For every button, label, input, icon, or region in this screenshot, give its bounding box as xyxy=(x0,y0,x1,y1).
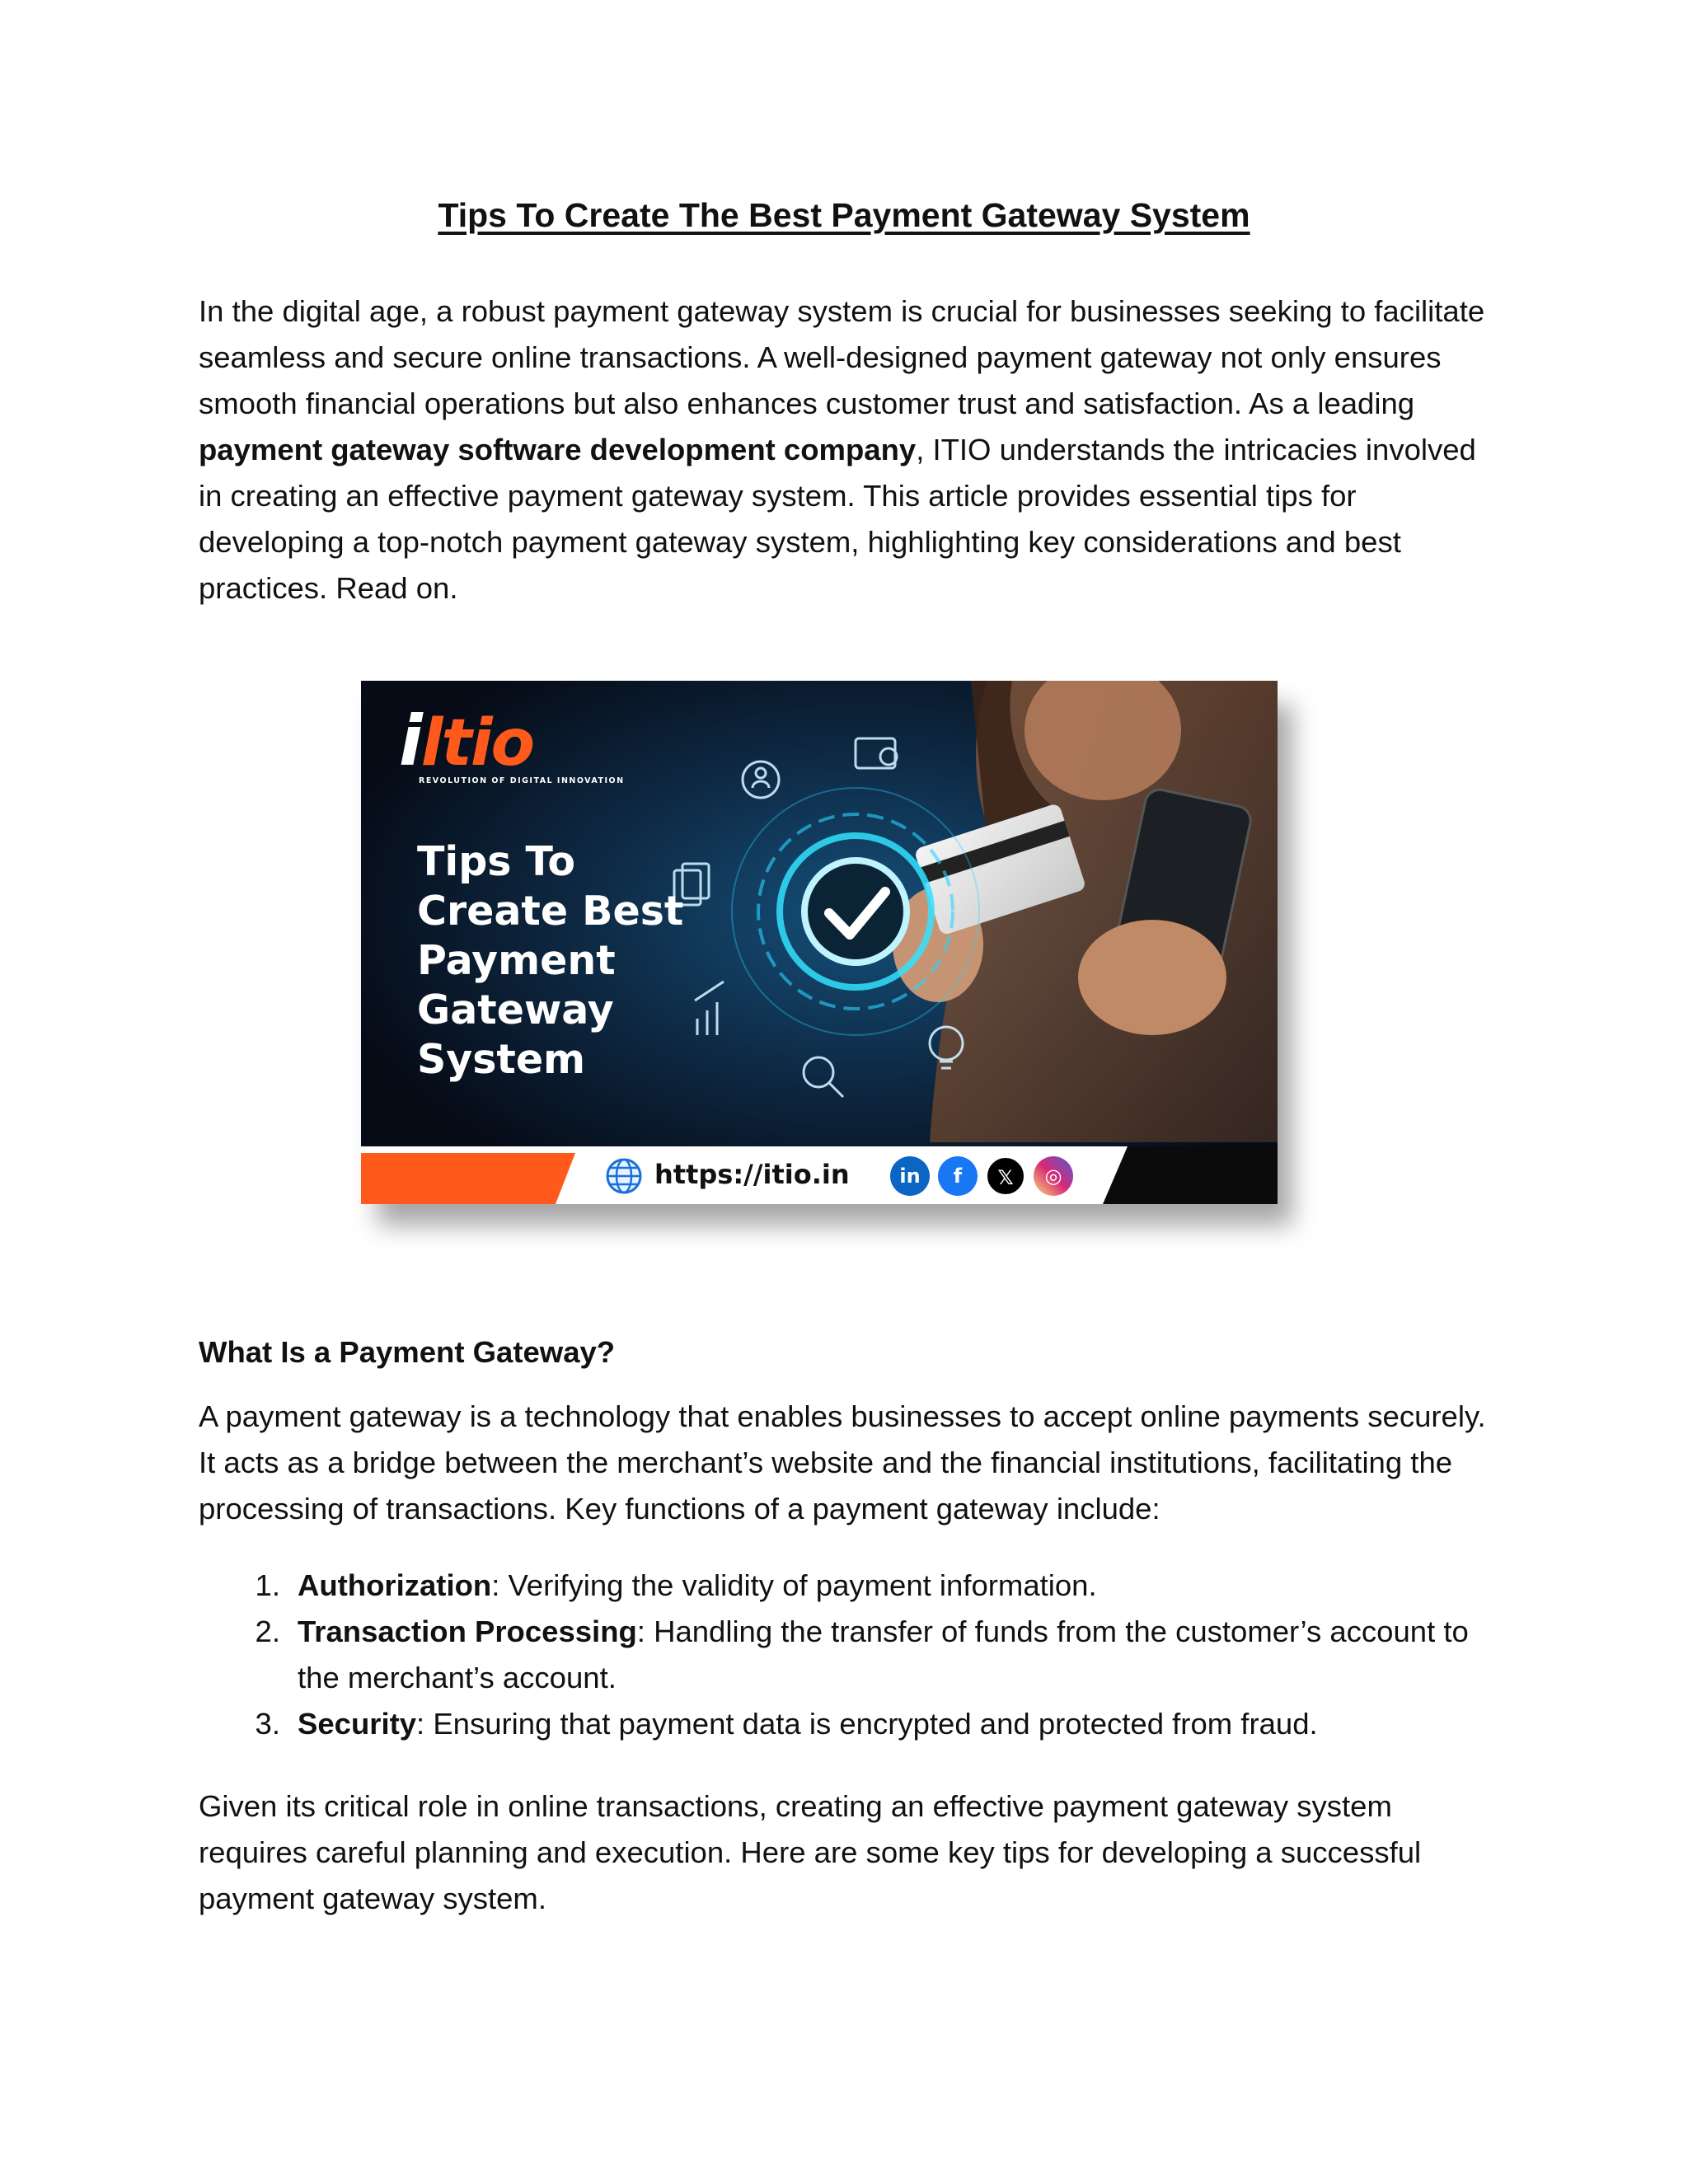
list-term: Security xyxy=(298,1707,417,1741)
intro-text-2: , ITIO understands the intricacies involved in creating an effective payment gateway system. This article provides essential tips for developing a top-notch payment gateway system, highlighting key considerations and best practices. Read on. xyxy=(199,433,1476,605)
list-term: Authorization xyxy=(298,1568,492,1602)
globe-icon xyxy=(605,1157,643,1195)
itio-logo: iltio xyxy=(399,701,534,781)
definition-paragraph: A payment gateway is a technology that enables businesses to accept online payments securely. It acts as a bridge between the merchant’s website and the financial institutions, facilitating the processing of transactions. Key functions of a payment gateway include: xyxy=(199,1399,1486,1526)
facebook-icon: f xyxy=(938,1156,978,1196)
intro-paragraph xyxy=(199,288,1501,612)
list-number: 1. xyxy=(255,1568,280,1602)
list-desc: : Handling the transfer of funds from the customer’s account to the merchant’s account. xyxy=(298,1615,1469,1694)
banner-image xyxy=(361,681,1278,1204)
section-heading: What Is a Payment Gateway? xyxy=(199,1335,616,1369)
hand-right xyxy=(1078,920,1226,1035)
list-item xyxy=(199,1609,1501,1701)
list-desc: : Verifying the validity of payment information. xyxy=(491,1568,1097,1602)
intro-text-1: In the digital age, a robust payment gateway system is crucial for businesses seeking to facilitate seamless and secure online transactions. A well-designed payment gateway not only ensures smooth financial operations but also enhances customer trust and satisfaction. As a leading xyxy=(199,294,1485,420)
list-item xyxy=(199,1563,1501,1609)
list-number: 2. xyxy=(255,1615,280,1648)
x-icon: 𝕏 xyxy=(986,1156,1025,1196)
functions-list xyxy=(199,1563,1501,1747)
banner-url: https://itio.in xyxy=(654,1159,850,1190)
list-number: 3. xyxy=(255,1707,280,1741)
banner-headline-line: Create Best xyxy=(417,888,684,935)
linkedin-icon: in xyxy=(890,1156,930,1196)
document-title: Tips To Create The Best Payment Gateway System xyxy=(438,196,1250,234)
banner-headline-line: Gateway xyxy=(417,987,614,1033)
list-desc: : Ensuring that payment data is encrypted and protected from fraud. xyxy=(416,1707,1318,1741)
list-term: Transaction Processing xyxy=(298,1615,637,1648)
banner-accent-stripe xyxy=(361,1153,575,1204)
banner-headline xyxy=(417,837,683,1085)
banner-headline-line: Payment xyxy=(417,937,616,984)
closing-paragraph: Given its critical role in online transactions, creating an effective payment gateway system requires careful planning and execution. Here are some key tips for developing a successful payment gateway system. xyxy=(199,1789,1422,1915)
logo-tagline: REVOLUTION OF DIGITAL INNOVATION xyxy=(419,776,625,785)
instagram-icon: ◎ xyxy=(1034,1156,1073,1196)
banner-dark-corner xyxy=(1103,1146,1278,1204)
intro-bold-keyword: payment gateway software development company xyxy=(199,433,917,466)
list-item xyxy=(199,1701,1501,1747)
banner-headline-line: System xyxy=(417,1036,586,1083)
banner-headline-line: Tips To xyxy=(417,838,576,885)
